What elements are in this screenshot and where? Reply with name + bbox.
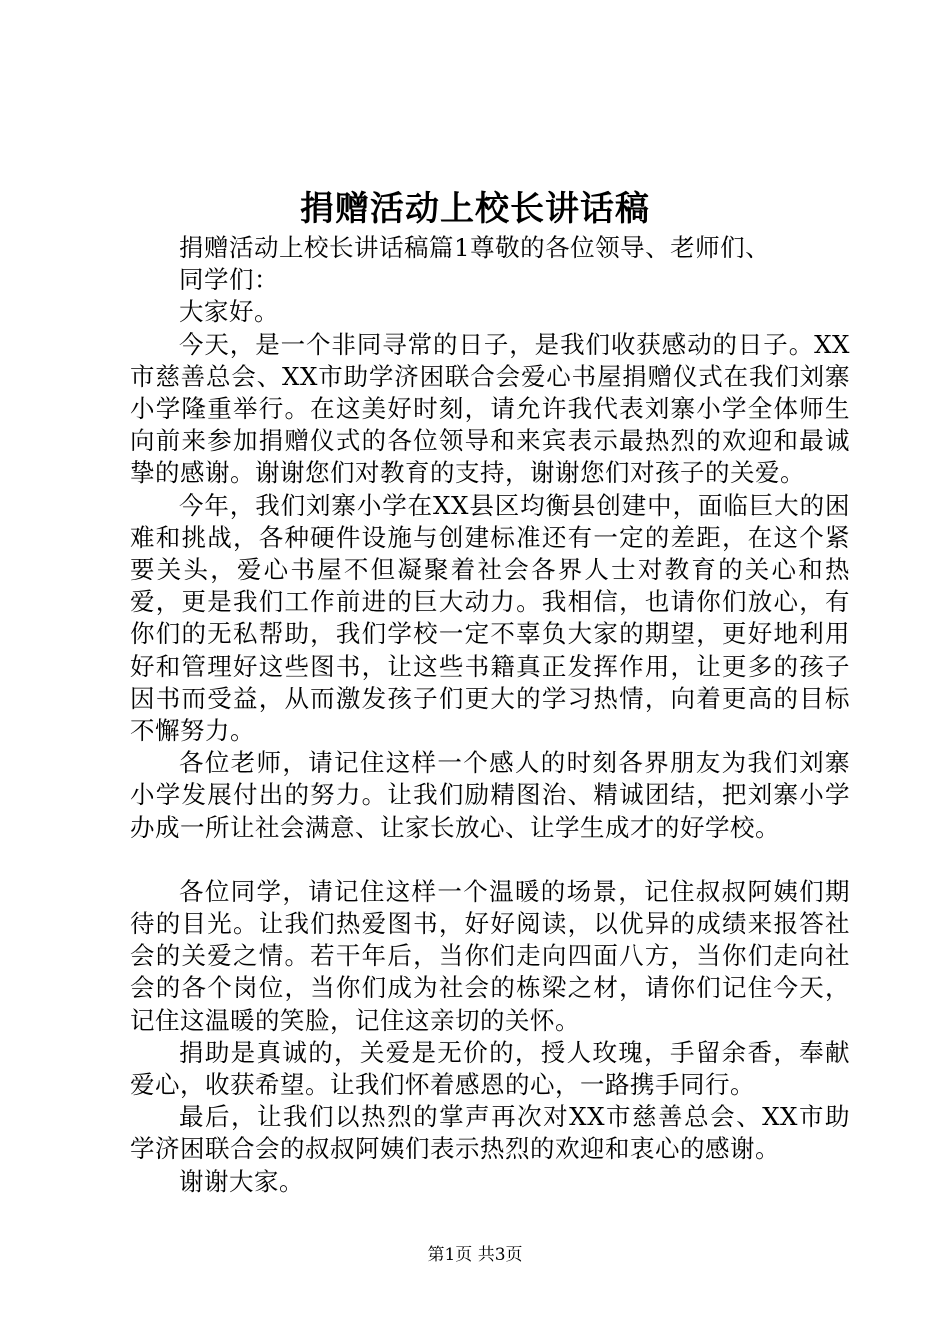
paragraph-this-year: 今年，我们刘寨小学在XX县区均衡县创建中，面临巨大的困难和挑战，各种硬件设施与创建标准还有一定的差距，在这个紧要关头，爱心书屋不但凝聚着社会各界人士对教育的关心和热爱，更是我们工作前进的巨大动力。我相信，也请你们放心，有你们的无私帮助，我们学校一定不辜负大家的期望，更好地利用好和管理好这些图书，让这些书籍真正发挥作用，让更多的孩子因书而受益，从而激发孩子们更大的学习热情，向着更高的目标不懈努力。 bbox=[130, 490, 850, 746]
paragraph-thanks: 谢谢大家。 bbox=[179, 1166, 304, 1196]
document-body bbox=[130, 232, 850, 1198]
paragraph-teachers: 各位老师，请记住这样一个感人的时刻各界朋友为我们刘寨小学发展付出的努力。让我们励精图治、精诚团结，把刘寨小学办成一所让社会满意、让家长放心、让学生成才的好学校。 bbox=[130, 748, 850, 842]
paragraph-today: 今天，是一个非同寻常的日子，是我们收获感动的日子。XX市慈善总会、XX市助学济困联合会爱心书屋捐赠仪式在我们刘寨小学隆重举行。在这美好时刻，请允许我代表刘寨小学全体师生向前来参加捐赠仪式的各位领导和来宾表示最热烈的欢迎和最诚挚的感谢。谢谢您们对教育的支持，谢谢您们对孩子的关爱。 bbox=[130, 329, 850, 488]
paragraph-greeting-1: 捐赠活动上校长讲话稿篇1尊敬的各位领导、老师们、 bbox=[179, 233, 771, 262]
paragraph-students: 各位同学，请记住这样一个温暖的场景，记住叔叔阿姨们期待的目光。让我们热爱图书，好好阅读，以优异的成绩来报答社会的关爱之情。若干年后，当你们走向四面八方，当你们走向社会的各个岗位，当你们成为社会的栋梁之材，请你们记住今天，记住这温暖的笑脸，记住这亲切的关怀。 bbox=[130, 876, 850, 1035]
document-title: 捐赠活动上校长讲话稿 bbox=[300, 189, 650, 229]
paragraph-hello: 大家好。 bbox=[179, 297, 279, 327]
paragraph-greeting-2: 同学们： bbox=[179, 265, 279, 295]
paragraph-spacer bbox=[130, 844, 850, 876]
paragraph-finally: 最后，让我们以热烈的掌声再次对XX市慈善总会、XX市助学济困联合会的叔叔阿姨们表示热烈的欢迎和衷心的感谢。 bbox=[130, 1102, 850, 1164]
paragraph-donation: 捐助是真诚的，关爱是无价的，授人玫瑰，手留余香，奉献爱心，收获希望。让我们怀着感恩的心，一路携手同行。 bbox=[130, 1037, 850, 1100]
page-footer: 第1页 共3页 bbox=[427, 1245, 523, 1265]
